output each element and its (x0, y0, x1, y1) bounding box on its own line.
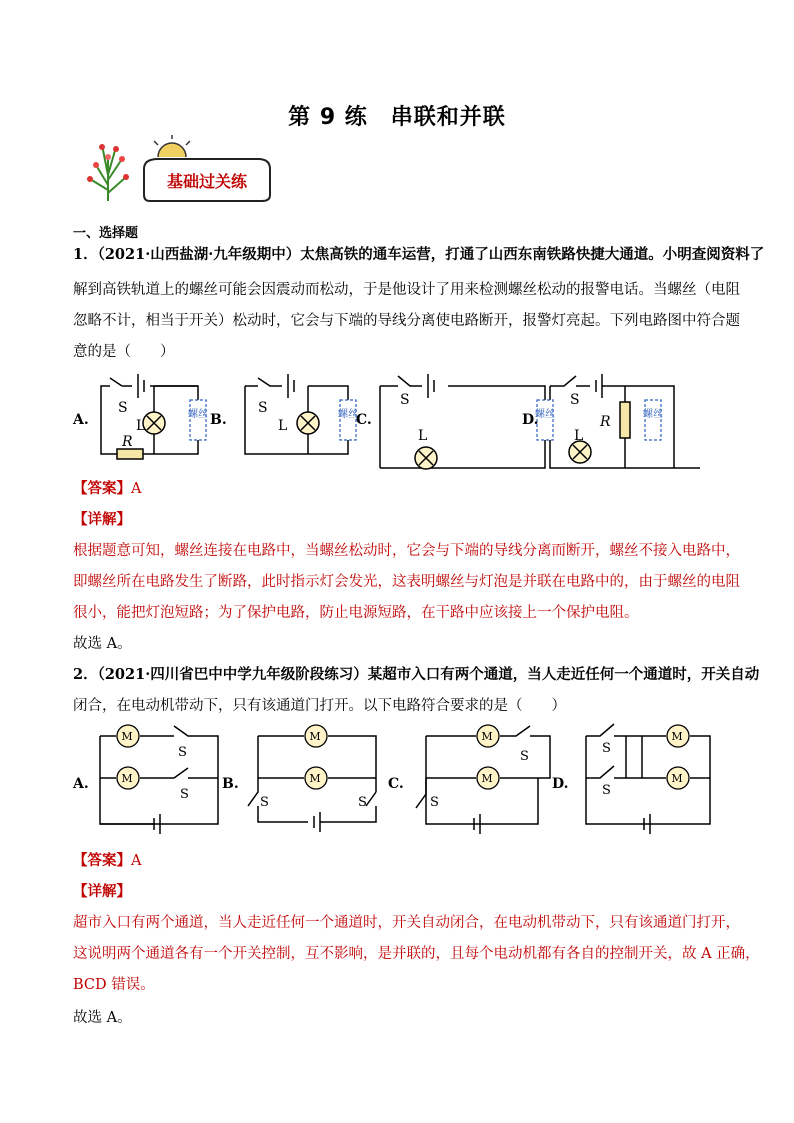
switch-label: S (602, 783, 611, 798)
q2-stem-line: 闭合，在电动机带动下，只有该通道门打开。以下电路符合要求的是（ ） (73, 698, 566, 714)
q1-detail-label: 【详解】 (73, 512, 131, 528)
sun-icon (154, 135, 190, 157)
lamp-label: L (418, 428, 428, 444)
flower-icon (87, 144, 129, 201)
switch-label: S (430, 795, 439, 810)
motor-label: M (671, 730, 683, 743)
q2-circuit-options (70, 722, 720, 837)
screw-label: 螺丝 (338, 409, 358, 420)
lamp-label: L (278, 418, 288, 434)
screw-label: 螺丝 (535, 409, 555, 420)
section-banner (78, 135, 278, 205)
q1-stem-line: 1．（2021·山西盐湖·九年级期中）太焦高铁的通车运营，打通了山西东南铁路快捷大通道。小明查阅资料了 (73, 246, 765, 263)
switch-label: S (180, 787, 189, 802)
q2-option-a-label: A. (73, 776, 89, 792)
switch-label: S (520, 749, 529, 764)
q2-answer (73, 852, 141, 870)
motor-label: M (671, 772, 683, 785)
q1-option-b-label: B. (210, 412, 227, 428)
answer-label: 【答案】 (73, 481, 131, 497)
resistor-label: R (122, 434, 133, 450)
q1-stem-line: 意的是（ ） (73, 344, 175, 360)
q1-option-c-label: C. (356, 412, 372, 428)
lamp-label: L (574, 428, 584, 444)
switch-label: S (602, 741, 611, 756)
banner-label: 基础过关练 (166, 172, 248, 191)
switch-label: S (178, 745, 187, 760)
q1-explanation-line: 根据题意可知，螺丝连接在电路中，当螺丝松动时，它会与下端的导线分离而断开，螺丝不接入电路中， (73, 543, 740, 559)
q2-option-c-label: C. (388, 776, 404, 792)
resistor-label: R (600, 414, 611, 430)
answer-label: 【答案】 (73, 853, 131, 869)
switch-label: S (400, 392, 410, 408)
answer-value: A (131, 481, 142, 497)
q1-circuit-c (380, 374, 545, 469)
q1-explanation-line: 很小，能把灯泡短路；为了保护电路，防止电源短路，在干路中应该接上一个保护电阻。 (73, 605, 639, 621)
q2-explanation-line: BCD 错误。 (73, 977, 155, 993)
q1-circuit-a (101, 374, 198, 459)
answer-value: A (131, 853, 142, 869)
q1-option-d-label: D. (522, 412, 539, 428)
q2-conclusion: 故选 A。 (73, 1010, 132, 1026)
q1-stem-line: 解到高铁轨道上的螺丝可能会因震动而松动，于是他设计了用来检测螺丝松动的报警电话。当螺丝（电阻 (73, 282, 740, 298)
switch-label: S (358, 795, 367, 810)
motor-label: M (309, 730, 321, 743)
q2-detail-label: 【详解】 (73, 884, 131, 900)
motor-label: M (481, 772, 493, 785)
lamp-label: L (136, 418, 146, 434)
switch-label: S (570, 392, 580, 408)
switch-label: S (260, 795, 269, 810)
motor-label: M (121, 730, 133, 743)
q1-circuit-d (550, 374, 700, 468)
q2-option-d-label: D. (552, 776, 569, 792)
motor-label: M (309, 772, 321, 785)
q1-answer (73, 480, 141, 498)
q2-explanation-line: 超市入口有两个通道，当人走近任何一个通道时，开关自动闭合，在电动机带动下，只有该通道门打开， (73, 915, 740, 931)
q2-explanation-line: 这说明两个通道各有一个开关控制，互不影响，是并联的，且每个电动机都有各自的控制开关，故 A 正确， (73, 946, 760, 962)
q2-stem-line: 2．（2021·四川省巴中中学九年级阶段练习）某超市入口有两个通道，当人走近任何一个通道时，开关自动 (73, 666, 760, 683)
q2-option-b-label: B. (222, 776, 239, 792)
motor-label: M (481, 730, 493, 743)
q1-circuit-options (70, 372, 700, 472)
section-heading: 一、选择题 (73, 226, 139, 241)
q1-stem-line: 忽略不计，相当于开关）松动时，它会与下端的导线分离使电路断开，报警灯亮起。下列电路图中符合题 (73, 313, 740, 329)
q1-explanation-line: 即螺丝所在电路发生了断路，此时指示灯会发光，这表明螺丝与灯泡是并联在电路中的，由于螺丝的电阻 (73, 574, 740, 590)
screw-label: 螺丝 (188, 409, 208, 420)
switch-label: S (258, 400, 268, 416)
screw-label: 螺丝 (643, 409, 663, 420)
q1-conclusion: 故选 A。 (73, 636, 132, 652)
switch-label: S (118, 400, 128, 416)
q1-option-a-label: A. (73, 412, 89, 428)
motor-label: M (121, 772, 133, 785)
page-title: 第 9 练 串联和并联 (288, 105, 506, 130)
